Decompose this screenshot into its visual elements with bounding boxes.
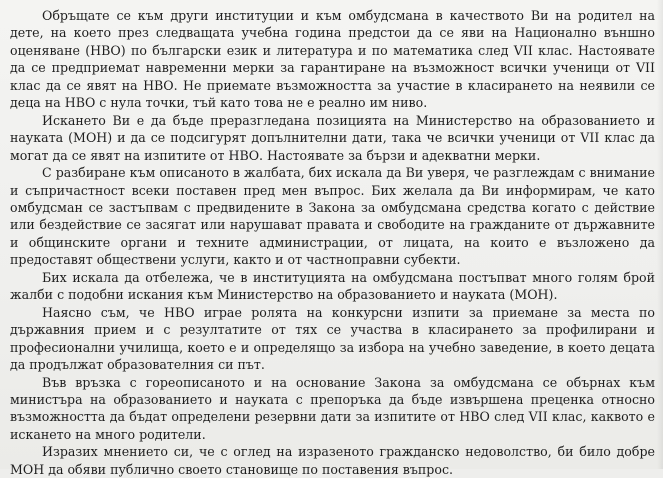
scan-shadow-edge xyxy=(657,0,663,469)
paragraph-4: Бих искала да отбележа, че в институцията на омбудсмана постъпват много голям брой жалби с подобни искания към Министерство на образованието и науката (МОН). xyxy=(10,269,655,303)
document-body xyxy=(10,7,655,478)
paragraph-2: Искането Ви е да бъде преразгледана позицията на Министерство на образованието и науката (МОН) и да се подсигурят допълнителни дати, така че всички ученици от VII клас да могат да се явят на изпитите от НВО. Настоявате за бързи и адекватни мерки. xyxy=(10,112,655,163)
paragraph-1: Обръщате се към други институции и към омбудсмана в качеството Ви на родител на дете, на което през следващата учебна година предстои да се яви на Национално външно оценяване (НВО) по български език и литература и по математика след VII клас. Настоявате да се предприемат навременни мерки за гарантиране на възможност всички ученици от VII клас да се явят на НВО. Не приемате възможността за участие в класирането на неявили се деца на НВО с нула точки, тъй като това не е реално им ниво. xyxy=(10,8,655,111)
paragraph-3: С разбиране към описаното в жалбата, бих искала да Ви уверя, че разглеждам с внимание и съпричастност всеки поставен пред мен въпрос. Бих желала да Ви информирам, че като омбудсман се застъпвам с предвидените в Закона за омбудсмана средства когато с действие или бездействие се засягат или нарушават правата и свободите на гражданите от държавните и общинските органи и техните администрации, от лицата, на които е възложено да предоставят обществени услуги, както и от частноправни субекти. xyxy=(10,165,655,268)
paragraph-5: Наясно съм, че НВО играе ролята на конкурсни изпити за приемане за места по държавния прием и с резултатите от тях се участва в класирането за профилирани и професионални училища, което е и определящо за избора на учебно заведение, в което децата да продължат образователния си път. xyxy=(10,304,655,373)
paragraph-6: Във връзка с гореописаното и на основание Закона за омбудсмана се обърнах към министъра на образованието и науката с препоръка да бъде извършена преценка относно възможността да бъдат определени резервни дати за изпитите от НВО след VII клас, каквото е искането на много родители. xyxy=(10,374,655,442)
paragraph-7: Изразих мнението си, че с оглед на изразеното гражданско недоволство, би било добре МОН да обяви публично своето становище по поставения въпрос. xyxy=(10,444,655,477)
